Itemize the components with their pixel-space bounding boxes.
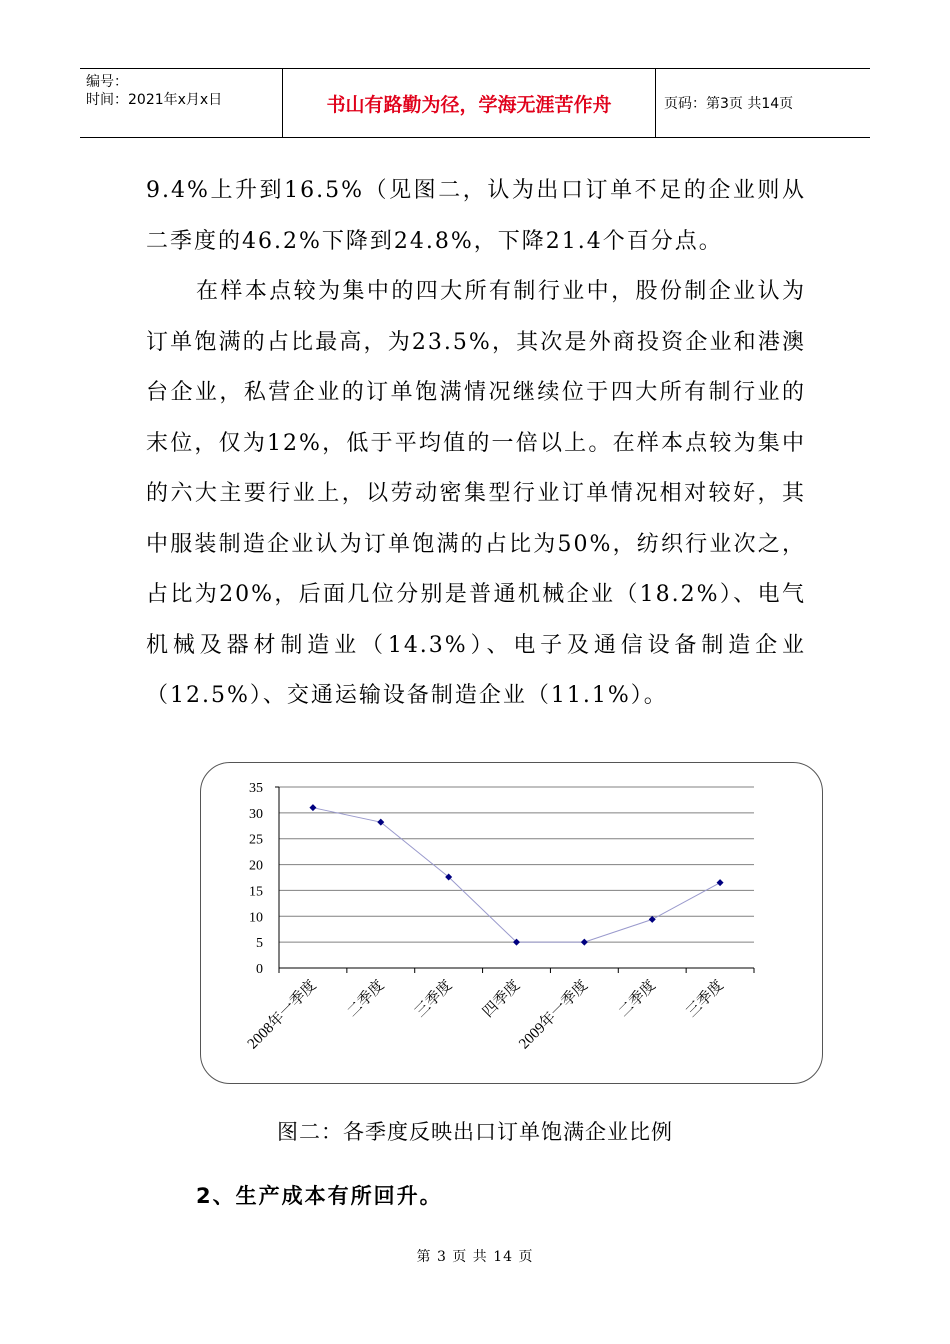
doc-time-label: 时间：2021年x月x日 bbox=[86, 92, 223, 108]
y-tick-label: 15 bbox=[249, 884, 263, 900]
section-heading: 2、生产成本有所回升。 bbox=[196, 1184, 443, 1208]
body-text bbox=[146, 166, 806, 722]
x-tick-label: 2009年一季度 bbox=[516, 977, 592, 1053]
x-tick-label: 2008年一季度 bbox=[244, 977, 320, 1053]
y-tick-label: 35 bbox=[249, 781, 263, 796]
y-tick-label: 30 bbox=[249, 806, 263, 822]
series-line bbox=[313, 808, 720, 942]
y-tick-label: 10 bbox=[249, 910, 263, 926]
data-point bbox=[717, 879, 724, 886]
page-footer: 第 3 页 共 14 页 bbox=[416, 1249, 534, 1265]
page-header bbox=[80, 68, 870, 138]
paragraph-2: 在样本点较为集中的四大所有制行业中，股份制企业认为订单饱满的占比最高，为23.5%，其次是外商投资企业和港澳台企业，私营企业的订单饱满情况继续位于四大所有制行业的末位，仅为12%，低于平均值的一倍以上。在样本点较为集中的六大主要行业上，以劳动密集型行业订单情况相对较好，其中服装制造企业认为订单饱满的占比为50%，纺织行业次之，占比为20%，后面几位分别是普通机械企业（18.2%）、电气机械及器材制造业（14.3%）、电子及通信设备制造企业（12.5%）、交通运输设备制造企业（11.1%）。 bbox=[146, 279, 806, 708]
y-tick-label: 5 bbox=[256, 936, 263, 952]
line-chart bbox=[201, 763, 824, 1085]
doc-number-label: 编号： bbox=[86, 74, 128, 90]
x-tick-label: 四季度 bbox=[480, 977, 524, 1021]
header-motto: 书山有路勤为径，学海无涯苦作舟 bbox=[326, 93, 612, 116]
data-point bbox=[309, 804, 316, 811]
x-tick-label: 三季度 bbox=[412, 977, 456, 1021]
figure-caption: 图二：各季度反映出口订单饱满企业比例 bbox=[277, 1120, 673, 1144]
paragraph-1: 9.4%上升到16.5%（见图二，认为出口订单不足的企业则从二季度的46.2%下降到24.8%，下降21.4个百分点。 bbox=[146, 178, 806, 254]
data-point bbox=[649, 916, 656, 923]
header-meta bbox=[80, 69, 280, 137]
header-page-info: 页码：第3页 共14页 bbox=[664, 96, 794, 112]
y-tick-label: 0 bbox=[256, 962, 263, 977]
x-tick-label: 二季度 bbox=[344, 977, 388, 1021]
x-tick-label: 三季度 bbox=[683, 977, 727, 1021]
header-motto-cell bbox=[282, 69, 656, 137]
y-tick-label: 20 bbox=[249, 858, 263, 874]
x-tick-label: 二季度 bbox=[615, 977, 660, 1021]
chart-container bbox=[200, 762, 823, 1084]
data-point bbox=[581, 939, 588, 946]
y-tick-label: 25 bbox=[249, 832, 263, 848]
